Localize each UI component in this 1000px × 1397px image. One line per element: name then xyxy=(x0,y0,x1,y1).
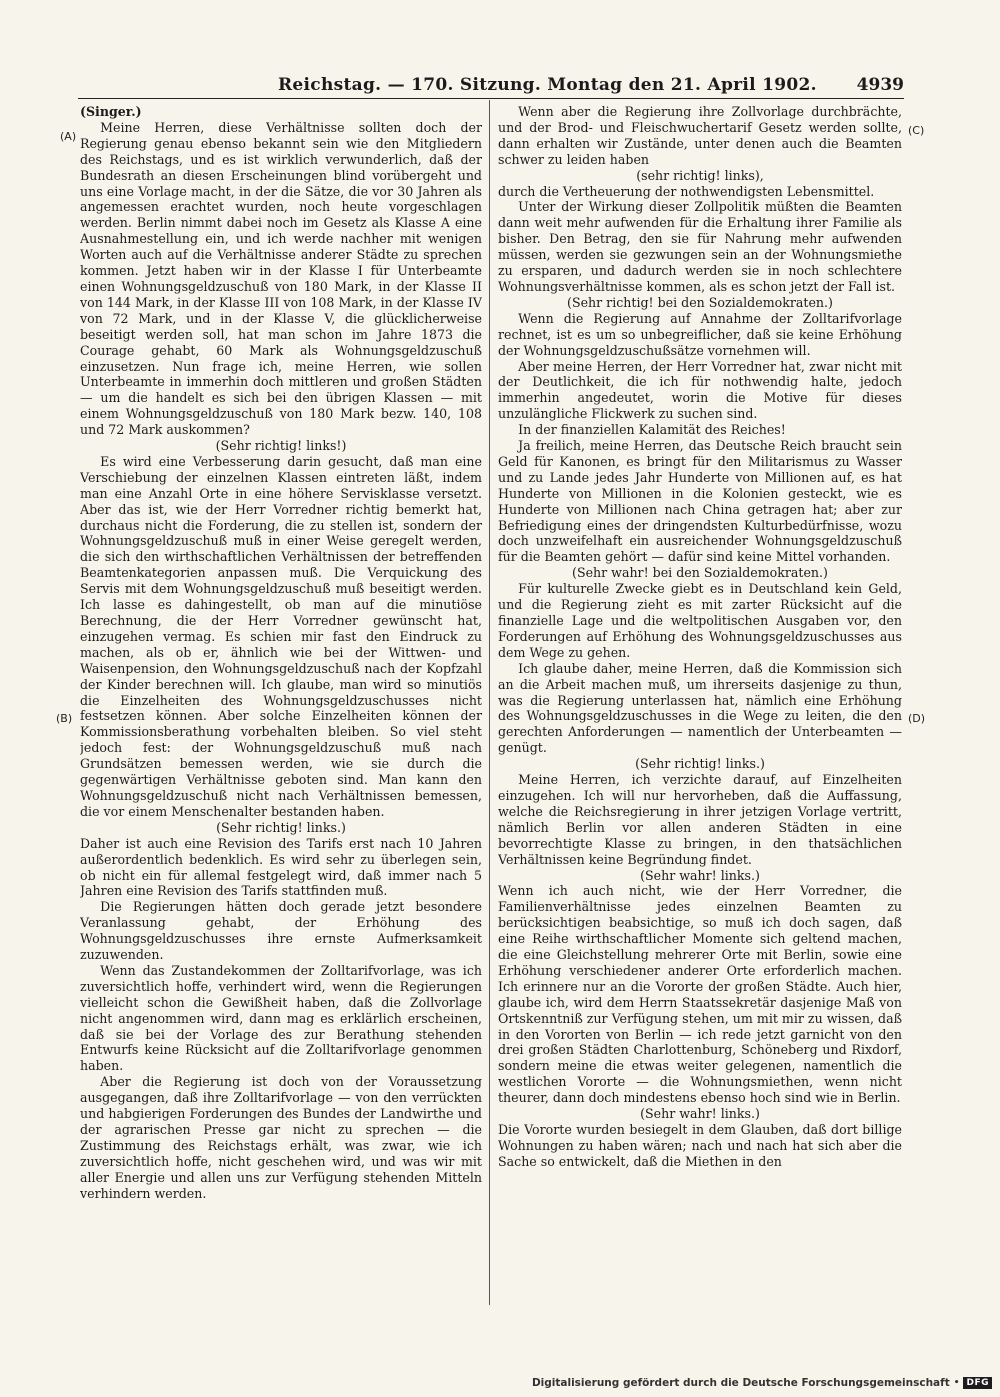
paragraph: Für kulturelle Zwecke giebt es in Deutschland kein Geld, und die Regierung zieht es mit zarter Rücksicht auf die finanzielle Lage und die weltpolitischen Ausgaben vor, den Forderungen auf Erhöhung des Wohnungsgeldzuschusses aus dem Wege zu gehen. xyxy=(498,581,902,660)
paragraph: Aber meine Herren, der Herr Vorredner hat, zwar nicht mit der Deutlichkeit, die ich für nothwendig halte, jedoch immerhin angedeutet, worin die Motive für dieses unzulängliche Flickwerk zu suchen sind. xyxy=(498,358,902,422)
column-divider xyxy=(489,100,490,1305)
margin-marker-d: (D) xyxy=(908,712,926,725)
footer xyxy=(532,1375,992,1391)
paragraph: Die Vororte wurden besiegelt in dem Glauben, daß dort billige Wohnungen zu haben wären; nach und nach hat sich aber die Sache so entwickelt, daß die Miethen in den xyxy=(498,1122,902,1169)
paragraph: Ich glaube daher, meine Herren, daß die Kommission sich an die Arbeit machen muß, um ihrerseits dasjenige zu thun, was die Regierung unterlassen hat, nämlich eine Erhöhung des Wohnungsgeldzuschusses in die Wege zu leiten, die den gerechten Anforderungen — namentlich der Unterbeamten — genügt. xyxy=(498,660,902,756)
paragraph: durch die Vertheuerung der nothwendigsten Lebensmittel. xyxy=(498,183,875,199)
footer-text: Digitalisierung gefördert durch die Deutsche Forschungsgemeinschaft xyxy=(531,1377,950,1389)
left-column xyxy=(80,104,482,1314)
paragraph: Meine Herren, ich verzichte darauf, auf Einzelheiten einzugehen. Ich will nur hervorheben, daß die Auffassung, welche die Reichsregierung in ihrer jetzigen Vorlage vertritt, nämlich Berlin vor allen anderen Städten in eine bevorrechtigte Klasse zu bringen, in den thatsächlichen Verhältnissen keine Begründung findet. xyxy=(498,772,902,867)
dfg-logo: DFG xyxy=(963,1377,992,1389)
paragraph: Wenn ich auch nicht, wie der Herr Vorredner, die Familienverhältnisse jedes einzelnen Beamten zu berücksichtigen beabsichtige, so muß ich doch sagen, daß eine Reihe wirthschaftlicher Momente sich geltend machen, die eine Gleichstellung mehrerer Orte mit Berlin, sowie eine Erhöhung verschiedener anderer Orte erforderlich machen. Ich erinnere nur an die Vororte der großen Städte. Auch hier, glaube ich, wird dem Herrn Staatssekretär dasjenige Maß von Ortskenntniß zur Verfügung stehen, um mit mir zu wissen, daß in den Vororten von Berlin — ich rede jetzt garnicht von den drei großen Städten Charlottenburg, Schöneberg und Rixdorf, sondern meine die etwas weiter gelegenen, namentlich die westlichen Vororte — die Wohnungsmiethen, wenn nicht theurer, dann doch mindestens ebenso hoch sind wie in Berlin. xyxy=(498,883,902,1106)
paragraph: Wenn das Zustandekommen der Zolltarifvorlage, was ich zuversichtlich hoffe, verhindert wird, wenn die Regierungen vielleicht schon die Gewißheit haben, daß die Zollvorlage nicht angenommen wird, dann mag es erklärlich erscheinen, daß sie bei der Vorlage des zur Berathung stehenden Entwurfs keine Rücksicht auf die Zolltarifvorlage genommen haben. xyxy=(80,962,482,1074)
interjection: (sehr richtig! links), xyxy=(636,167,764,183)
margin-marker-b: (B) xyxy=(56,712,73,725)
paragraph: Daher ist auch eine Revision des Tarifs erst nach 10 Jahren außerordentlich bedenklich. Es wird sehr zu überlegen sein, ob nicht ein für allemal festgelegt wird, daß immer nach 5 Jahren eine Revision des Tarifs stattfinden muß. xyxy=(80,835,482,899)
paragraph: Aber die Regierung ist doch von der Voraussetzung ausgegangen, daß ihre Zolltarifvorlage — von den verrückten und habgierigen Forderungen des Bundes der Landwirthe und der agrarischen Presse gar nicht zu sprechen — die Zustimmung des Reichstags erhält, was zwar, wie ich zuversichtlich hoffe, nicht geschehen wird, und was wir mit aller Energie und allen uns zur Verfügung stehenden Mitteln verhindern werden. xyxy=(80,1074,482,1201)
interjection: (Sehr richtig! bei den Sozialdemokraten.) xyxy=(567,294,833,310)
page-header xyxy=(78,72,904,99)
speaker-name: (Singer.) xyxy=(80,104,142,119)
paragraph: Wenn aber die Regierung ihre Zollvorlage durchbrächte, und der Brod- und Fleischwuchertarif Gesetz werden sollte, dann erhalten wir Zustände, unter denen auch die Beamten schwer zu leiden haben xyxy=(498,104,902,167)
paragraph: Es wird eine Verbesserung darin gesucht, daß man eine Verschiebung der einzelnen Klassen eintreten läßt, indem man eine Anzahl Orte in eine höhere Servisklasse versetzt. Aber das ist, wie der Herr Vorredner richtig bemerkt hat, durchaus nicht die Forderung, die zu stellen ist, sondern der Wohnungsgeldzuschuß muß in einer Weise geregelt werden, die sich den wirthschaftlichen Verhältnissen der betreffenden Beamtenkategorien anpassen muß. Die Verquickung des Servis mit dem Wohnungsgeldzuschuß muß beseitigt werden. Ich lasse es dahingestellt, ob man auf die minutiöse Berechnung, die der Herr Vorredner gewünscht hat, einzugehen vermag. Es schien mir fast den Eindruck zu machen, als ob er, ähnlich wie bei der Wittwen- und Waisenpension, den Wohnungsgeldzuschuß nach der Kopfzahl der Kinder berechnen will. Ich glaube, man wird so minutiös die Einzelheiten des Wohnungsgeldzuschusses nicht festsetzen können. Aber solche Einzelheiten können der Kommissionsberathung vorbehalten bleiben. So viel steht jedoch fest: der Wohnungsgeldzuschuß muß nach Grundsätzen bemessen werden, wie sie durch die gegenwärtigen Verhältnisse geboten sind. Man kann den Wohnungsgeldzuschuß nicht nach Verhältnissen bemessen, die vor einem Menschenalter bestanden haben. xyxy=(80,453,482,819)
interjection: (Sehr richtig! links.) xyxy=(635,756,765,772)
page-title: Reichstag. — 170. Sitzung. Montag den 21. April 1902. xyxy=(278,75,817,95)
paragraph: Die Regierungen hätten doch gerade jetzt besondere Veranlassung gehabt, der Erhöhung des Wohnungsgeldzuschusses ihre ernste Aufmerksamkeit zuzuwenden. xyxy=(80,899,482,963)
interjection: (Sehr wahr! links.) xyxy=(640,1106,760,1122)
paragraph: Meine Herren, diese Verhältnisse sollten doch der Regierung genau ebenso bekannt sein wie den Mitgliedern des Reichstags, und es ist wirklich verwunderlich, daß der Bundesrath an diesen Erscheinungen blind vorübergeht und uns eine Vorlage macht, in der die Sätze, die vor 30 Jahren als angemessen erachtet wurden, noch heute vorgeschlagen werden. Berlin nimmt dabei noch im Gesetz als Klasse A eine Ausnahmestellung ein, und ich werde nachher mit wenigen Worten auch auf die Verhältnisse anderer Städte zu sprechen kommen. Jetzt haben wir in der Klasse I für Unterbeamte einen Wohnungsgeldzuschuß von 180 Mark, in der Klasse II von 144 Mark, in der Klasse III von 108 Mark, in der Klasse IV von 72 Mark, und in der Klasse V, die glücklicherweise beseitigt werden soll, hat man schon im Jahre 1873 die Courage gehabt, 60 Mark als Wohnungsgeldzuschuß einzusetzen. Nun frage ich, meine Herren, wie sollen Unterbeamte in immerhin doch mittleren und großen Städten — um die handelt es sich bei den übrigen Klassen — mit einem Wohnungsgeldzuschuß von 180 Mark bezw. 140, 108 und 72 Mark auskommen? xyxy=(80,119,482,438)
margin-marker-c: (C) xyxy=(908,124,925,137)
interjection: (Sehr richtig! links!) xyxy=(215,438,347,454)
interjection: (Sehr wahr! links.) xyxy=(640,867,760,883)
interjection: (Sehr richtig! links.) xyxy=(216,819,346,835)
paragraph: Unter der Wirkung dieser Zollpolitik müßten die Beamten dann weit mehr aufwenden für die Erhaltung ihrer Familie als bisher. Den Betrag, den sie für Nahrung mehr aufwenden müssen, werden sie gezwungen sein an der Wohnungsmiethe zu ersparen, und dadurch werden sie in noch schlechtere Wohnungsverhältnisse kommen, als es schon jetzt der Fall ist. xyxy=(498,199,902,294)
paragraph: Wenn die Regierung auf Annahme der Zolltarifvorlage rechnet, ist es um so unbegreiflicher, daß sie keine Erhöhung der Wohnungsgeldzuschußsätze vornehmen will. xyxy=(498,310,902,358)
paragraph: In der finanziellen Kalamität des Reiches! xyxy=(518,422,786,438)
footer-separator-icon: • xyxy=(953,1378,960,1388)
page-number: 4939 xyxy=(856,75,904,95)
interjection: (Sehr wahr! bei den Sozialdemokraten.) xyxy=(572,565,828,581)
paragraph: Ja freilich, meine Herren, das Deutsche Reich braucht sein Geld für Kanonen, es bringt für den Militarismus zu Wasser und zu Lande jedes Jahr Hunderte von Millionen auf, es hat Hunderte von Millionen in die Kolonien gesteckt, wie es Hunderte von Millionen nach China getragen hat; aber zur Befriedigung eines der dringendsten Kulturbedürfnisse, wozu doch unzweifelhaft ein ausreichender Wohnungsgeldzuschuß für die Beamten gehört — dafür sind keine Mittel vorhanden. xyxy=(498,438,902,565)
margin-marker-a: (A) xyxy=(60,130,77,143)
right-column xyxy=(498,104,902,1314)
